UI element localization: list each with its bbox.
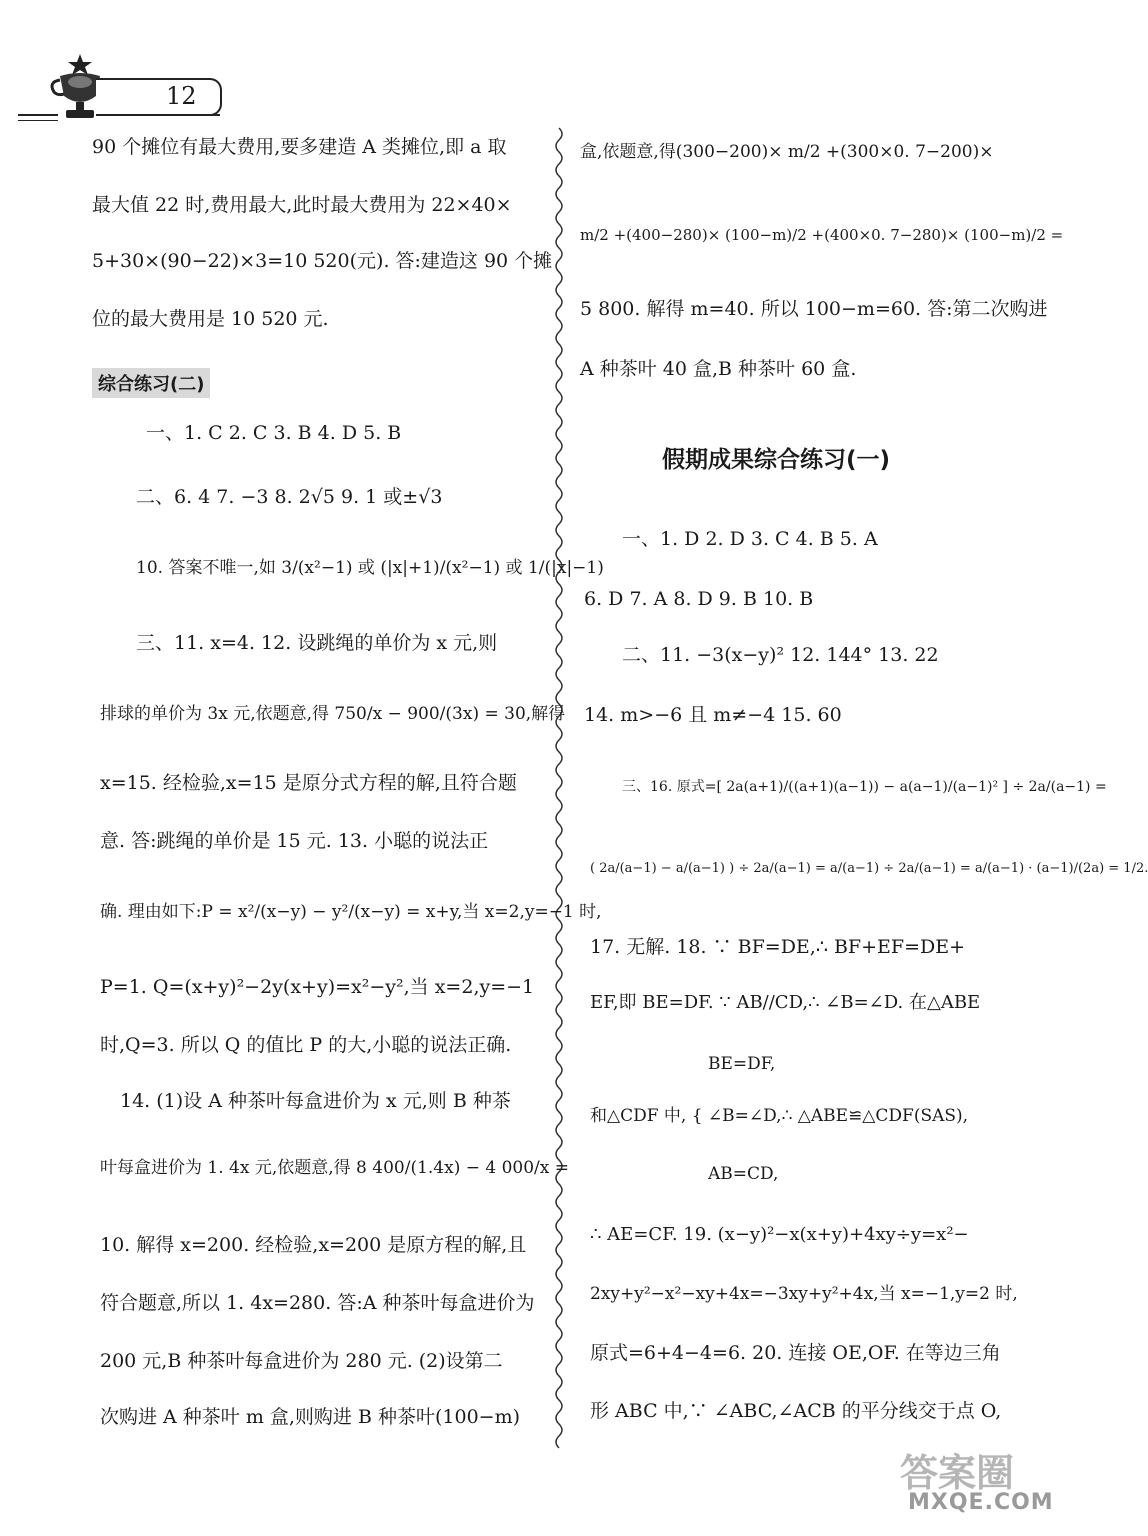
- watermark: [898, 1440, 1068, 1530]
- text-line: P=1. Q=(x+y)²−2y(x+y)=x²−y²,当 x=2,y=−1: [100, 976, 535, 998]
- answer-row: 6. D 7. A 8. D 9. B 10. B: [584, 588, 814, 610]
- text-line: AB=CD,: [708, 1164, 779, 1184]
- text-line: 5 800. 解得 m=40. 所以 100−m=60. 答:第二次购进: [580, 298, 1048, 320]
- text-line: 14. (1)设 A 种茶叶每盒进价为 x 元,则 B 种茶: [120, 1090, 511, 1112]
- text-line: ( 2a/(a−1) − a/(a−1) ) ÷ 2a/(a−1) = a/(a−1) ÷ 2a/(a−1) = a/(a−1) · (a−1)/(2a) = 1/2.: [590, 861, 1148, 876]
- text-line: 形 ABC 中,∵ ∠ABC,∠ACB 的平分线交于点 O,: [590, 1400, 1002, 1422]
- text-line: 次购进 A 种茶叶 m 盒,则购进 B 种茶叶(100−m): [100, 1406, 521, 1428]
- text-line: 确. 理由如下:P = x²/(x−y) − y²/(x−y) = x+y,当 x=2,y=−1 时,: [100, 902, 602, 922]
- text-line: 三、11. x=4. 12. 设跳绳的单价为 x 元,则: [136, 632, 498, 654]
- section-title: 假期成果综合练习(一): [662, 447, 891, 473]
- text-line: 10. 解得 x=200. 经检验,x=200 是原方程的解,且: [100, 1234, 527, 1256]
- text-line: x=15. 经检验,x=15 是原分式方程的解,且符合题: [100, 772, 517, 794]
- text-line: 位的最大费用是 10 520 元.: [92, 308, 329, 330]
- text-line: BE=DF,: [708, 1054, 776, 1074]
- text-line: 排球的单价为 3x 元,依题意,得 750/x − 900/(3x) = 30,解得: [100, 704, 566, 724]
- text-line: 90 个摊位有最大费用,要多建造 A 类摊位,即 a 取: [92, 136, 507, 158]
- text-line: 盒,依题意,得(300−200)× m/2 +(300×0. 7−200)×: [580, 142, 994, 162]
- text-line: A 种茶叶 40 盒,B 种茶叶 60 盒.: [580, 358, 857, 380]
- watermark-site: MXQE.COM: [908, 1490, 1054, 1515]
- answer-row: 一、1. C 2. C 3. B 4. D 5. B: [146, 422, 402, 444]
- text-line: 17. 无解. 18. ∵ BF=DE,∴ BF+EF=DE+: [590, 936, 966, 958]
- page-header: [18, 52, 278, 132]
- text-line: 原式=6+4−4=6. 20. 连接 OE,OF. 在等边三角: [590, 1342, 1001, 1364]
- text-line: 三、16. 原式=[ 2a(a+1)/((a+1)(a−1)) − a(a−1)/(a−1)² ] ÷ 2a/(a−1) =: [622, 779, 1107, 795]
- page-number: 12: [166, 82, 197, 110]
- text-line: 10. 答案不唯一,如 3/(x²−1) 或 (|x|+1)/(x²−1) 或 1/(|x|−1): [136, 558, 604, 578]
- text-line: 时,Q=3. 所以 Q 的值比 P 的大,小聪的说法正确.: [100, 1034, 512, 1056]
- text-line: 符合题意,所以 1. 4x=280. 答:A 种茶叶每盒进价为: [100, 1292, 535, 1314]
- text-line: 5+30×(90−22)×3=10 520(元). 答:建造这 90 个摊: [92, 250, 553, 272]
- answer-row: 一、1. D 2. D 3. C 4. B 5. A: [622, 528, 878, 550]
- header-rule-right: [116, 114, 220, 116]
- page-number-tab: [96, 78, 222, 116]
- text-line: 200 元,B 种茶叶每盒进价为 280 元. (2)设第二: [100, 1350, 503, 1372]
- text-line: m/2 +(400−280)× (100−m)/2 +(400×0. 7−280)× (100−m)/2 =: [580, 226, 1064, 244]
- text-line: EF,即 BE=DF. ∵ AB//CD,∴ ∠B=∠D. 在△ABE: [590, 992, 981, 1013]
- text-line: 和△CDF 中, { ∠B=∠D,∴ △ABE≌△CDF(SAS),: [590, 1106, 969, 1126]
- text-line: 最大值 22 时,费用最大,此时最大费用为 22×40×: [92, 194, 512, 216]
- column-divider: [550, 128, 568, 1438]
- text-line: ∴ AE=CF. 19. (x−y)²−x(x+y)+4xy÷y=x²−: [590, 1224, 969, 1245]
- section-title-box: 综合练习(二): [92, 368, 210, 398]
- answer-row: 14. m>−6 且 m≠−4 15. 60: [584, 704, 842, 726]
- text-line: 意. 答:跳绳的单价是 15 元. 13. 小聪的说法正: [100, 830, 489, 852]
- text-line: 叶每盒进价为 1. 4x 元,依题意,得 8 400/(1.4x) − 4 000/x =: [100, 1158, 570, 1178]
- watermark-logo: 答案圈: [900, 1451, 1015, 1495]
- text-line: 2xy+y²−x²−xy+4x=−3xy+y²+4x,当 x=−1,y=2 时,: [590, 1284, 1018, 1304]
- answer-row: 二、11. −3(x−y)² 12. 144° 13. 22: [622, 644, 939, 666]
- answer-row: 二、6. 4 7. −3 8. 2√5 9. 1 或±√3: [136, 486, 443, 508]
